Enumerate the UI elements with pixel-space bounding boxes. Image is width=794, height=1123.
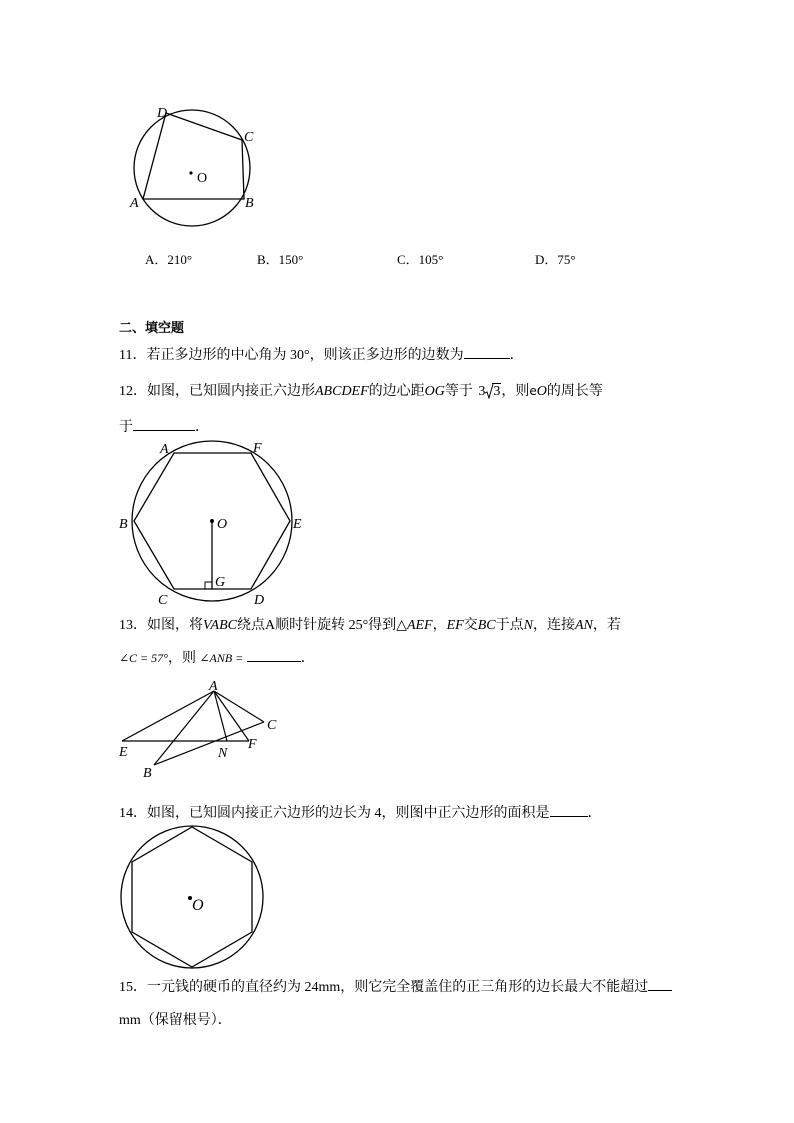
question-end: ．: [195, 420, 209, 435]
question-text: ，: [432, 618, 447, 633]
option-value: 75°: [557, 252, 576, 267]
question-text: 绕点A顺时针旋转 25°得到: [236, 618, 397, 633]
q10-label-b: B: [245, 196, 254, 211]
q13-label-a: A: [209, 679, 218, 694]
answer-blank[interactable]: [648, 976, 672, 991]
q10-label-a: A: [130, 196, 139, 211]
q14-circle: [121, 826, 263, 968]
segment-an: AN: [574, 618, 593, 633]
q10-quadrilateral: [143, 113, 244, 199]
question-text: 的边心距: [368, 384, 425, 399]
option-value: 210°: [167, 252, 193, 267]
point-n: N: [523, 618, 533, 633]
answer-blank[interactable]: [464, 344, 510, 359]
question-text: mm（保留根号）．: [119, 1013, 232, 1028]
circle-symbol: e: [529, 384, 537, 398]
option-value: 150°: [278, 252, 304, 267]
question-text: 交: [463, 618, 478, 633]
q12-hexagon: [134, 453, 290, 589]
question-text: 12．如图，已知圆内接正六边形: [119, 384, 315, 399]
question-text: 的周长等: [546, 384, 603, 399]
q12-label-o: O: [217, 517, 228, 532]
option-letter: D．: [535, 252, 558, 267]
angle-anb: ∠ANB =: [199, 651, 244, 665]
section-title: 二、填空题: [119, 321, 185, 336]
question-13-line1: [119, 614, 621, 634]
q14-hexagon: [132, 827, 252, 967]
option-letter: A．: [145, 252, 168, 267]
q13-segment-an: [214, 691, 227, 741]
question-13-line2: [119, 647, 315, 667]
question-12-line2: [119, 416, 209, 436]
q14-center-dot: [188, 896, 192, 900]
q10-label-o: O: [197, 171, 208, 186]
question-text: ，连接: [532, 618, 575, 633]
q13-segment-af: [214, 691, 249, 741]
q13-label-e: E: [119, 745, 128, 760]
answer-blank[interactable]: [133, 416, 195, 431]
q13-segment-bc: [154, 722, 264, 765]
question-text: ，则: [167, 651, 196, 666]
q10-option-c: [397, 249, 443, 268]
q12-label-f: F: [253, 441, 262, 456]
answer-blank[interactable]: [550, 802, 588, 817]
triangle-abc: VABC: [203, 618, 237, 633]
q13-label-f: F: [248, 737, 257, 752]
question-text: ，则: [501, 384, 530, 399]
hexagon-name: ABCDEF: [315, 384, 369, 399]
question-text: 等于: [444, 384, 473, 399]
q10-label-c: C: [244, 130, 254, 145]
q12-right-angle-mark: [205, 582, 212, 589]
segment-og: OG: [424, 384, 445, 399]
segment-ef: EF: [446, 618, 464, 633]
circle-name: O: [536, 384, 547, 399]
angle-c-condition: ∠C = 57°: [119, 651, 168, 665]
question-end: ．: [587, 806, 602, 821]
q10-option-d: [535, 249, 576, 268]
question-text: 于: [119, 420, 133, 435]
q10-option-b: [257, 249, 303, 268]
q10-option-a: [145, 249, 192, 268]
question-text: 14．如图，已知圆内接正六边形的边长为 4，则图中正六边形的面积是: [119, 806, 550, 821]
segment-bc: BC: [477, 618, 496, 633]
q10-label-d: D: [157, 106, 168, 121]
sqrt-icon: [485, 383, 494, 399]
question-14: [119, 802, 602, 822]
question-end: ．: [509, 348, 524, 363]
q12-label-a: A: [160, 442, 169, 457]
question-text: 11．若正多边形的中心角为 30°，则该正多边形的边数为: [119, 348, 464, 363]
q12-circle: [132, 441, 292, 601]
question-text: 15．一元钱的硬币的直径约为 24mm，则它完全覆盖住的正三角形的边长最大不能超过: [119, 980, 649, 995]
radical-expression: [478, 384, 501, 400]
q13-label-b: B: [143, 766, 152, 781]
q12-label-d: D: [254, 593, 265, 608]
q14-label-o: O: [192, 897, 204, 914]
q12-label-e: E: [293, 517, 302, 532]
q13-segment-ae: [122, 691, 214, 741]
q12-label-g: G: [215, 575, 226, 590]
q10-circle: [134, 110, 250, 226]
question-15-line2: [119, 1009, 232, 1029]
radicand: 3: [493, 384, 501, 399]
q12-label-b: B: [119, 517, 128, 532]
option-letter: C．: [397, 252, 419, 267]
answer-blank[interactable]: [247, 647, 301, 662]
q13-segment-ab: [154, 691, 214, 765]
q13-label-c: C: [267, 718, 277, 733]
q10-center-dot: [189, 171, 192, 174]
sqrt-sign: [485, 384, 501, 400]
option-value: 105°: [418, 252, 444, 267]
triangle-aef: △AEF: [396, 618, 433, 633]
question-15-line1: [119, 976, 672, 996]
question-11: [119, 344, 524, 364]
q13-label-n: N: [218, 746, 228, 761]
q13-segment-ac: [214, 691, 264, 722]
question-text: 于点: [495, 618, 524, 633]
option-letter: B．: [257, 252, 279, 267]
question-text: 13．如图，将: [119, 618, 203, 633]
question-end: ．: [300, 651, 315, 666]
q12-label-c: C: [158, 593, 168, 608]
q12-center-dot: [210, 519, 214, 523]
question-12-line1: [119, 380, 603, 400]
question-text: ，若: [592, 618, 621, 633]
radical-coefficient: 3: [478, 384, 486, 399]
